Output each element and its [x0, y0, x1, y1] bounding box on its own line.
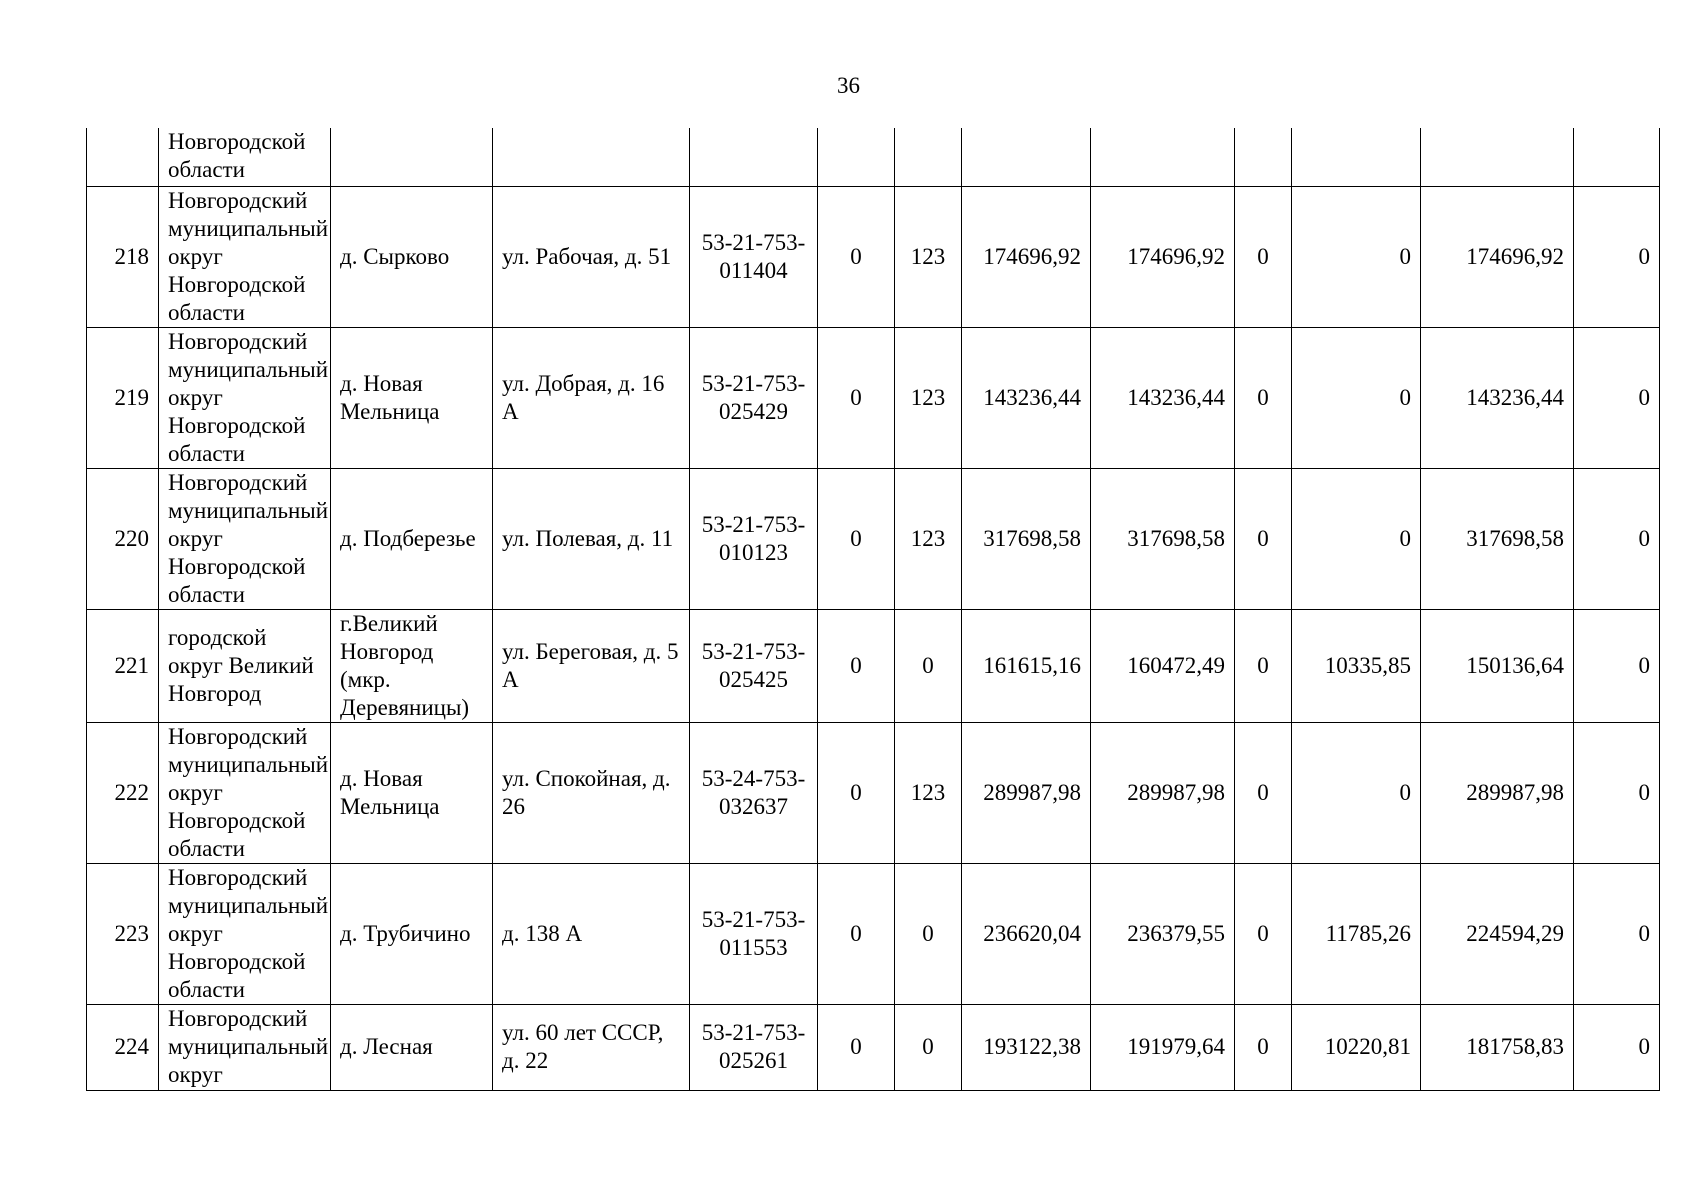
cell-c11: 0 — [1292, 186, 1421, 327]
table-row — [87, 327, 1660, 468]
table-row — [87, 863, 1660, 1004]
cell-c11: 10335,85 — [1292, 609, 1421, 722]
cell-address: ул. Спокойная, д. 26 — [493, 722, 690, 863]
cell-c11: 11785,26 — [1292, 863, 1421, 1004]
cell-code: 53-21-753-025261 — [690, 1004, 818, 1090]
cell-c13: 0 — [1574, 1004, 1660, 1090]
cell-c10: 0 — [1235, 863, 1292, 1004]
cell-c10: 0 — [1235, 468, 1292, 609]
cell-code — [690, 128, 818, 186]
cell-c6: 0 — [818, 722, 895, 863]
cell-code: 53-21-753-025425 — [690, 609, 818, 722]
cell-c7: 123 — [895, 722, 962, 863]
cell-c11: 0 — [1292, 327, 1421, 468]
cell-c6: 0 — [818, 468, 895, 609]
cell-no: 224 — [87, 1004, 159, 1090]
cell-c13: 0 — [1574, 609, 1660, 722]
cell-c10: 0 — [1235, 327, 1292, 468]
cell-no: 219 — [87, 327, 159, 468]
cell-c12: 224594,29 — [1421, 863, 1574, 1004]
cell-c13: 0 — [1574, 863, 1660, 1004]
cell-c10: 0 — [1235, 609, 1292, 722]
cell-c8: 193122,38 — [962, 1004, 1091, 1090]
table-row — [87, 1004, 1660, 1090]
registry-table — [86, 128, 1660, 1091]
cell-address: ул. 60 лет СССР, д. 22 — [493, 1004, 690, 1090]
cell-c10 — [1235, 128, 1292, 186]
cell-c9: 160472,49 — [1091, 609, 1235, 722]
cell-c6: 0 — [818, 609, 895, 722]
cell-settlement — [331, 128, 493, 186]
cell-c7: 123 — [895, 468, 962, 609]
cell-c6 — [818, 128, 895, 186]
cell-c8: 236620,04 — [962, 863, 1091, 1004]
cell-c9: 317698,58 — [1091, 468, 1235, 609]
cell-c9: 191979,64 — [1091, 1004, 1235, 1090]
cell-settlement: д. Новая Мельница — [331, 327, 493, 468]
cell-code: 53-21-753-010123 — [690, 468, 818, 609]
cell-settlement: д. Сырково — [331, 186, 493, 327]
cell-c11: 0 — [1292, 722, 1421, 863]
cell-no — [87, 128, 159, 186]
cell-c7 — [895, 128, 962, 186]
cell-address: ул. Добрая, д. 16 А — [493, 327, 690, 468]
cell-c12: 174696,92 — [1421, 186, 1574, 327]
cell-municipality: Новгородской области — [159, 128, 331, 186]
table-row — [87, 186, 1660, 327]
cell-settlement: д. Новая Мельница — [331, 722, 493, 863]
cell-c13: 0 — [1574, 722, 1660, 863]
cell-c12 — [1421, 128, 1574, 186]
table-row — [87, 609, 1660, 722]
cell-address: ул. Рабочая, д. 51 — [493, 186, 690, 327]
cell-no: 222 — [87, 722, 159, 863]
cell-c6: 0 — [818, 1004, 895, 1090]
cell-municipality: Новгородский муниципальный округ Новгородской области — [159, 327, 331, 468]
cell-code: 53-21-753-011404 — [690, 186, 818, 327]
table-row-continuation — [87, 128, 1660, 186]
cell-code: 53-21-753-025429 — [690, 327, 818, 468]
cell-c8: 317698,58 — [962, 468, 1091, 609]
cell-c9: 143236,44 — [1091, 327, 1235, 468]
cell-c11 — [1292, 128, 1421, 186]
cell-c8: 289987,98 — [962, 722, 1091, 863]
cell-c13 — [1574, 128, 1660, 186]
table-row — [87, 722, 1660, 863]
cell-settlement: д. Подберезье — [331, 468, 493, 609]
cell-c7: 123 — [895, 327, 962, 468]
cell-c12: 181758,83 — [1421, 1004, 1574, 1090]
cell-c7: 0 — [895, 609, 962, 722]
cell-municipality: Новгородский муниципальный округ Новгородской области — [159, 863, 331, 1004]
cell-code: 53-21-753-011553 — [690, 863, 818, 1004]
cell-c6: 0 — [818, 863, 895, 1004]
cell-c6: 0 — [818, 327, 895, 468]
cell-c9 — [1091, 128, 1235, 186]
cell-c7: 0 — [895, 1004, 962, 1090]
cell-no: 220 — [87, 468, 159, 609]
cell-c10: 0 — [1235, 722, 1292, 863]
cell-c7: 0 — [895, 863, 962, 1004]
cell-settlement: д. Лесная — [331, 1004, 493, 1090]
cell-municipality: Новгородский муниципальный округ Новгородской области — [159, 186, 331, 327]
page-number: 36 — [837, 73, 860, 98]
cell-municipality: Новгородский муниципальный округ Новгородской области — [159, 468, 331, 609]
cell-municipality: городской округ Великий Новгород — [159, 609, 331, 722]
cell-address: ул. Полевая, д. 11 — [493, 468, 690, 609]
cell-municipality: Новгородский муниципальный округ Новгородской области — [159, 722, 331, 863]
cell-c12: 150136,64 — [1421, 609, 1574, 722]
cell-no: 223 — [87, 863, 159, 1004]
cell-settlement: д. Трубичино — [331, 863, 493, 1004]
cell-c10: 0 — [1235, 186, 1292, 327]
cell-settlement: г.Великий Новгород (мкр. Деревяницы) — [331, 609, 493, 722]
cell-c7: 123 — [895, 186, 962, 327]
cell-c8: 143236,44 — [962, 327, 1091, 468]
cell-c9: 289987,98 — [1091, 722, 1235, 863]
cell-c6: 0 — [818, 186, 895, 327]
table-row — [87, 468, 1660, 609]
cell-c10: 0 — [1235, 1004, 1292, 1090]
cell-address: ул. Береговая, д. 5 А — [493, 609, 690, 722]
cell-c11: 10220,81 — [1292, 1004, 1421, 1090]
cell-c13: 0 — [1574, 186, 1660, 327]
cell-code: 53-24-753-032637 — [690, 722, 818, 863]
cell-c9: 236379,55 — [1091, 863, 1235, 1004]
cell-c12: 143236,44 — [1421, 327, 1574, 468]
cell-c11: 0 — [1292, 468, 1421, 609]
cell-address: д. 138 А — [493, 863, 690, 1004]
cell-no: 218 — [87, 186, 159, 327]
cell-c13: 0 — [1574, 468, 1660, 609]
cell-address — [493, 128, 690, 186]
cell-c8 — [962, 128, 1091, 186]
cell-c8: 161615,16 — [962, 609, 1091, 722]
cell-c8: 174696,92 — [962, 186, 1091, 327]
cell-c12: 289987,98 — [1421, 722, 1574, 863]
cell-municipality: Новгородский муниципальный округ — [159, 1004, 331, 1090]
cell-c13: 0 — [1574, 327, 1660, 468]
cell-c9: 174696,92 — [1091, 186, 1235, 327]
cell-c12: 317698,58 — [1421, 468, 1574, 609]
cell-no: 221 — [87, 609, 159, 722]
